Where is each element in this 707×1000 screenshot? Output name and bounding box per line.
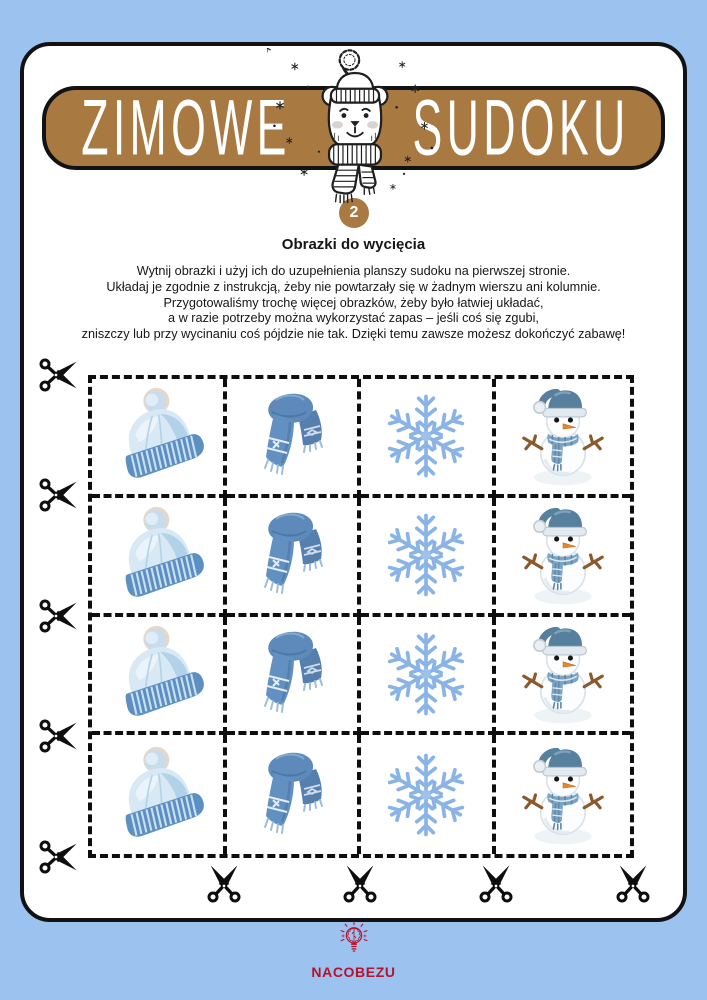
cutout-cell-snowflake [361,617,496,736]
section-heading: Obrazki do wycięcia [281,236,426,253]
lightbulb-brain-icon [335,920,373,966]
instruction-line: Układaj je zgodnie z instrukcją, żeby nie powtarzały się w żadnym wierszu ani kolumnie. [106,279,601,294]
scissors-icon [38,596,78,636]
page-number: 2 [349,204,359,221]
scarf-icon [242,745,342,845]
cutout-cell-snowflake [361,498,496,617]
instruction-line: zniszczy lub przy wycinaniu coś pójdzie nie tak. Dzięki temu zawsze możesz dokończyć zabawę! [81,327,626,342]
scarf-icon [242,505,342,605]
polar-bear-icon [266,48,444,210]
worksheet-card [20,42,687,922]
scissors-icon [476,864,516,904]
scissors-icon [38,837,78,877]
instruction-line: Przygotowaliśmy trochę więcej obrazków, żeby było łatwiej układać, [163,295,544,310]
scarf-icon [242,624,342,724]
cutout-cell-snowman [496,498,631,617]
cutout-cell-snowflake [361,735,496,854]
brand-name: NACOBEZU [311,964,396,980]
scissors-icon [340,864,380,904]
snowman-icon [510,621,616,727]
winter-hat-icon [105,743,209,847]
cutout-cell-scarf [227,498,362,617]
instructions [48,264,659,343]
snowflake-icon [380,628,472,720]
scissors-icon [38,716,78,756]
scissors-icon [38,355,78,395]
scissors-icon [204,864,244,904]
cutout-cell-scarf [227,617,362,736]
snowman-icon [510,742,616,848]
cutout-cell-snowman [496,617,631,736]
cutout-cell-winter-hat [92,617,227,736]
cutout-cell-winter-hat [92,379,227,498]
cutout-grid [88,375,634,858]
winter-hat-icon [105,622,209,726]
cutout-cell-snowflake [361,379,496,498]
instruction-line: Wytnij obrazki i użyj ich do uzupełnienia planszy sudoku na pierwszej stronie. [136,264,571,278]
cutout-cell-winter-hat [92,735,227,854]
title-sudoku: SUDOKU [412,84,630,172]
winter-hat-icon [105,503,209,607]
footer [0,920,707,980]
cutout-cell-winter-hat [92,498,227,617]
snowman-icon [510,502,616,608]
scarf-icon [242,386,342,486]
scissors-icon [38,475,78,515]
instruction-line: a w razie potrzeby można wykorzystać zapas – jeśli coś się zgubi, [168,311,539,326]
snowflake-icon [380,390,472,482]
cutout-cell-scarf [227,379,362,498]
cutout-cell-snowman [496,379,631,498]
snowman-icon [510,383,616,489]
title-zimowe: ZIMOWE [81,84,291,172]
cutout-cell-scarf [227,735,362,854]
snowflake-icon [380,749,472,841]
snowflake-icon [380,509,472,601]
winter-hat-icon [105,384,209,488]
cutout-cell-snowman [496,735,631,854]
scissors-icon [613,864,653,904]
